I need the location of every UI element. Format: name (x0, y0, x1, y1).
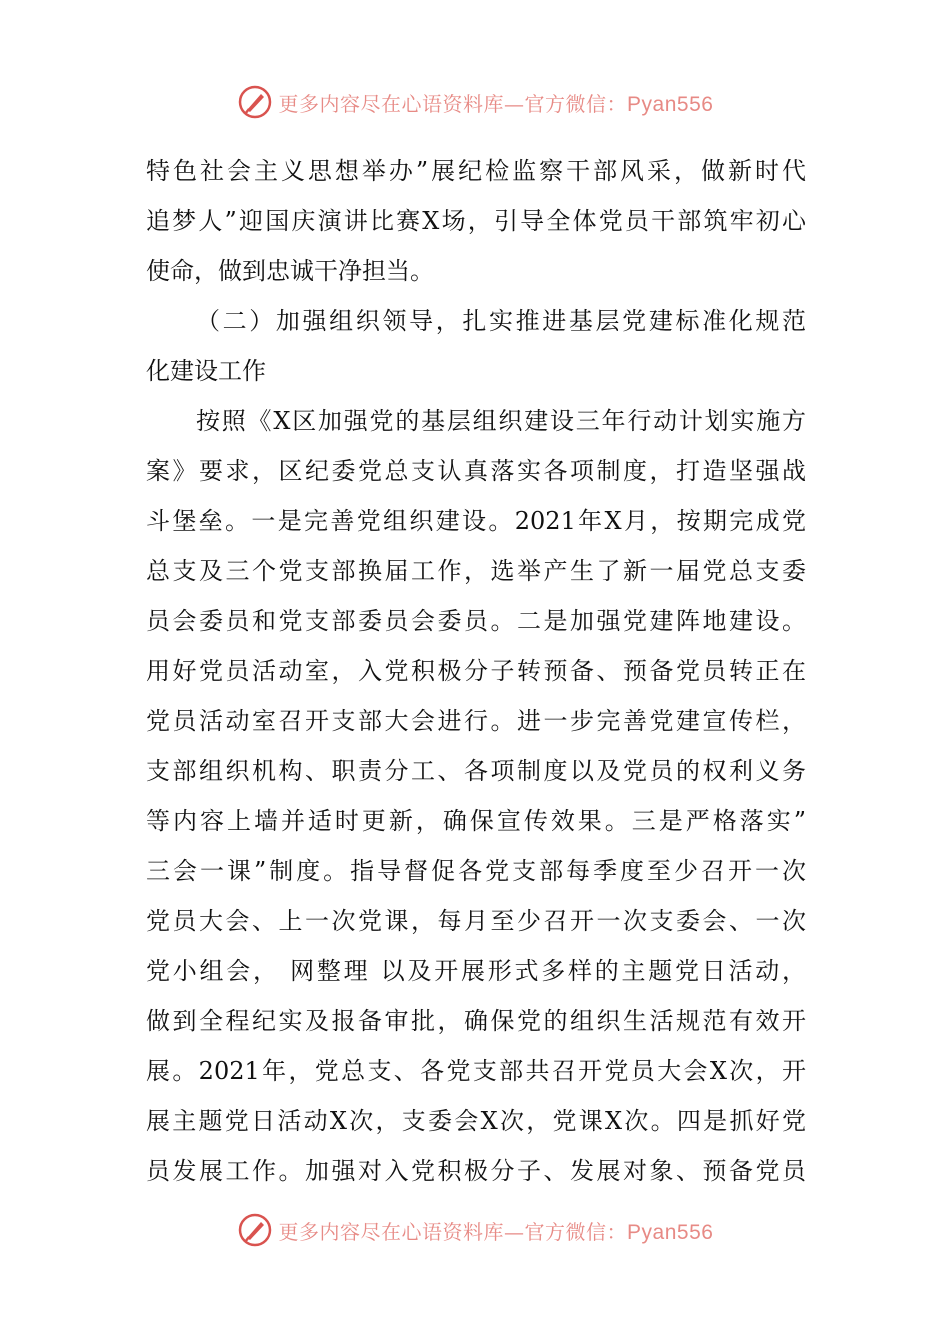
quill-logo-icon (237, 84, 273, 120)
text-line: 党小组会， 网整理 以及开展形式多样的主题党日活动， (146, 957, 806, 985)
watermark-text: 更多内容尽在心语资料库—官方微信：Pyan556 (278, 1219, 714, 1244)
text-line: 党员活动室召开支部大会进行。进一步完善党建宣传栏， (146, 707, 806, 735)
header-watermark (0, 82, 950, 122)
footer-watermark (0, 1210, 950, 1250)
text-line: 按照《X区加强党的基层组织建设三年行动计划实施方 (196, 407, 806, 435)
text-line: 展。2021年，党总支、各党支部共召开党员大会X次，开 (146, 1057, 806, 1085)
text-line: 追梦人”迎国庆演讲比赛X场，引导全体党员干部筑牢初心 (146, 207, 806, 235)
text-line: 员发展工作。加强对入党积极分子、发展对象、预备党员 (146, 1157, 806, 1185)
text-line: 案》要求，区纪委党总支认真落实各项制度，打造坚强战 (146, 457, 806, 485)
text-line: 等内容上墙并适时更新，确保宣传效果。三是严格落实” (146, 807, 806, 835)
text-line: 做到全程纪实及报备审批，确保党的组织生活规范有效开 (146, 1007, 806, 1035)
text-line: 特色社会主义思想举办”展纪检监察干部风采，做新时代 (146, 157, 806, 185)
text-line: 三会一课”制度。指导督促各党支部每季度至少召开一次 (146, 857, 806, 885)
text-line: （二）加强组织领导，扎实推进基层党建标准化规范 (196, 307, 806, 335)
text-line: 展主题党日活动X次，支委会X次，党课X次。四是抓好党 (146, 1107, 806, 1135)
document-body (146, 146, 806, 1196)
text-line: 支部组织机构、职责分工、各项制度以及党员的权利义务 (146, 757, 806, 785)
text-line: 党员大会、上一次党课，每月至少召开一次支委会、一次 (146, 907, 806, 935)
text-line: 斗堡垒。一是完善党组织建设。2021年X月，按期完成党 (146, 507, 806, 535)
text-line: 员会委员和党支部委员会委员。二是加强党建阵地建设。 (146, 607, 806, 635)
section-heading (146, 296, 806, 396)
text-line: 使命，做到忠诚干净担当。 (146, 257, 434, 285)
quill-logo-icon (237, 1212, 273, 1248)
text-line: 化建设工作 (146, 357, 266, 385)
watermark-text: 更多内容尽在心语资料库—官方微信：Pyan556 (278, 91, 714, 116)
paragraph (146, 146, 806, 296)
text-line: 用好党员活动室，入党积极分子转预备、预备党员转正在 (146, 657, 806, 685)
text-line: 总支及三个党支部换届工作，选举产生了新一届党总支委 (146, 557, 806, 585)
paragraph (146, 396, 806, 1196)
